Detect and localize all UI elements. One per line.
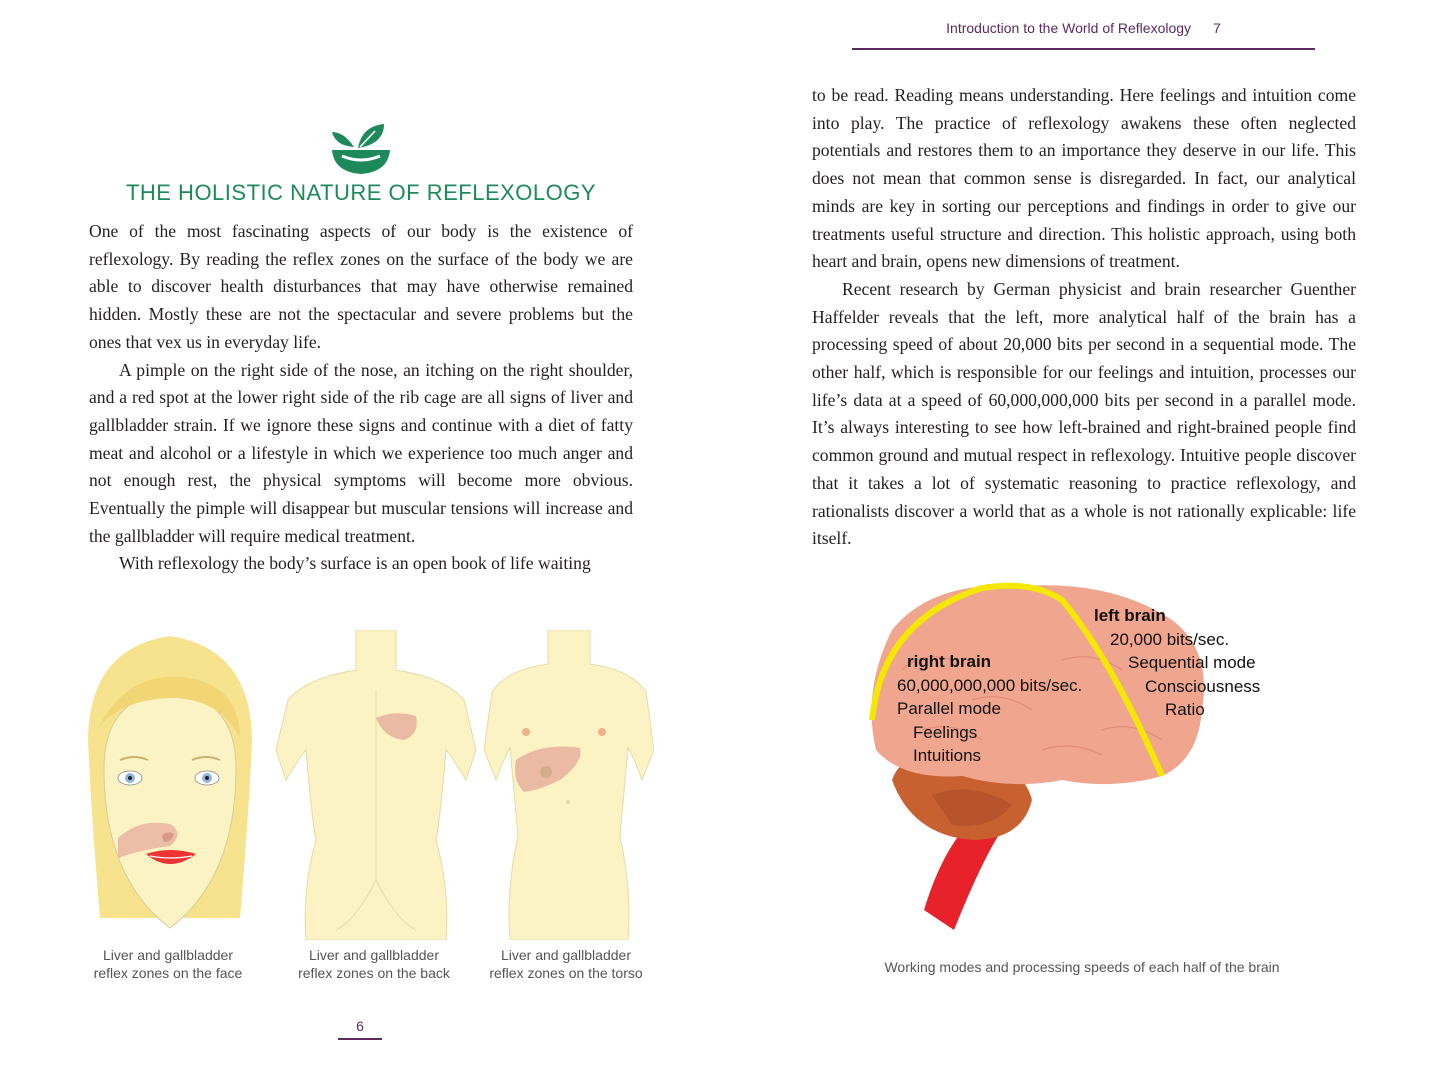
brain-caption: Working modes and processing speeds of each half of the brain bbox=[884, 959, 1280, 975]
paragraph: A pimple on the right side of the nose, an itching on the right shoulder, and a red spot at the lower right side of the rib cage are all signs of liver and gallbladder strain. If we ignore these signs and continue with a diet of fatty meat and alcohol or a lifestyle in which we experience too much anger and not enough rest, the physical symptoms will become more obvious. Eventually the pimple will disappear but muscular tensions will increase and the gallbladder will require medical treatment. bbox=[89, 359, 633, 546]
face-figure bbox=[70, 628, 270, 938]
right-brain-line: Parallel mode bbox=[897, 699, 1001, 718]
paragraph: Recent research by German physicist and brain researcher Guenther Haffelder reveals that the left, more analytical half of the brain has a processing speed of about 20,000 bits per second in a sequential mode. The other half, which is responsible for our feelings and intuition, processes our life’s data at a speed of 60,000,000,000 bits per second in a parallel mode. It’s always interesting to see how left-brained and right-brained people find common ground and mutual respect in reflexology. Intuitive people discover that it takes a lot of systematic reasoning to practice reflexology, and rationalists discover a world that as a whole is not rationally explicable: life itself. bbox=[812, 278, 1356, 549]
right-brain-heading: right brain bbox=[907, 652, 992, 671]
page-number: 6 bbox=[338, 1018, 382, 1040]
back-figure bbox=[276, 630, 476, 940]
caption-line: reflex zones on the back bbox=[298, 965, 450, 981]
caption-line: reflex zones on the face bbox=[93, 965, 243, 981]
mortar-leaf-icon bbox=[328, 120, 394, 178]
paragraph: With reflexology the body’s surface is an open book of life waiting bbox=[119, 553, 591, 574]
right-brain-label bbox=[897, 650, 1082, 768]
caption-line: Liver and gallbladder bbox=[501, 947, 631, 963]
left-brain-line: Sequential mode bbox=[1128, 653, 1256, 672]
figure-caption bbox=[286, 946, 462, 982]
right-brain-line: 60,000,000,000 bits/sec. bbox=[897, 675, 1083, 695]
paragraph: to be read. Reading means understanding. Here feelings and intuition come into play. The practice of reflexology awakens these often neglected potentials and restores them to an importance they deserve in our life. This does not mean that common sense is disregarded. In fact, our analytical minds are key in sorting our perceptions and findings in order to give our treatments useful structure and direction. This holistic approach, using both heart and brain, opens new dimensions of treatment. bbox=[812, 85, 1356, 272]
left-brain-line: 20,000 bits/sec. bbox=[1110, 629, 1230, 649]
paragraph: One of the most fascinating aspects of our body is the existence of reflexology. By reading the reflex zones on the surface of the body we are able to discover health disturbances that may have otherwise remained hidden. Mostly these are not the spectacular and severe problems but the ones that vex us in everyday life. bbox=[89, 221, 633, 352]
right-body-text bbox=[812, 82, 1356, 553]
caption-line: Liver and gallbladder bbox=[103, 947, 233, 963]
left-brain-label bbox=[1094, 604, 1260, 722]
torso-figure bbox=[484, 630, 654, 940]
left-brain-line: Consciousness bbox=[1145, 676, 1261, 696]
right-brain-line: Feelings bbox=[913, 722, 978, 742]
running-head-title: Introduction to the World of Reflexology bbox=[946, 20, 1192, 36]
right-brain-line: Intuitions bbox=[913, 746, 982, 765]
left-brain-line: Ratio bbox=[1165, 700, 1205, 719]
figure-caption bbox=[478, 946, 654, 982]
left-page bbox=[0, 0, 722, 1083]
running-head bbox=[852, 20, 1315, 50]
right-page bbox=[722, 0, 1445, 1083]
section-title: THE HOLISTIC NATURE OF REFLEXOLOGY bbox=[125, 180, 597, 205]
left-body-text bbox=[89, 218, 633, 578]
caption-line: Liver and gallbladder bbox=[309, 947, 439, 963]
figure-caption bbox=[80, 946, 256, 982]
left-brain-heading: left brain bbox=[1094, 606, 1166, 625]
caption-line: reflex zones on the torso bbox=[489, 965, 643, 981]
running-head-page: 7 bbox=[1213, 20, 1221, 36]
